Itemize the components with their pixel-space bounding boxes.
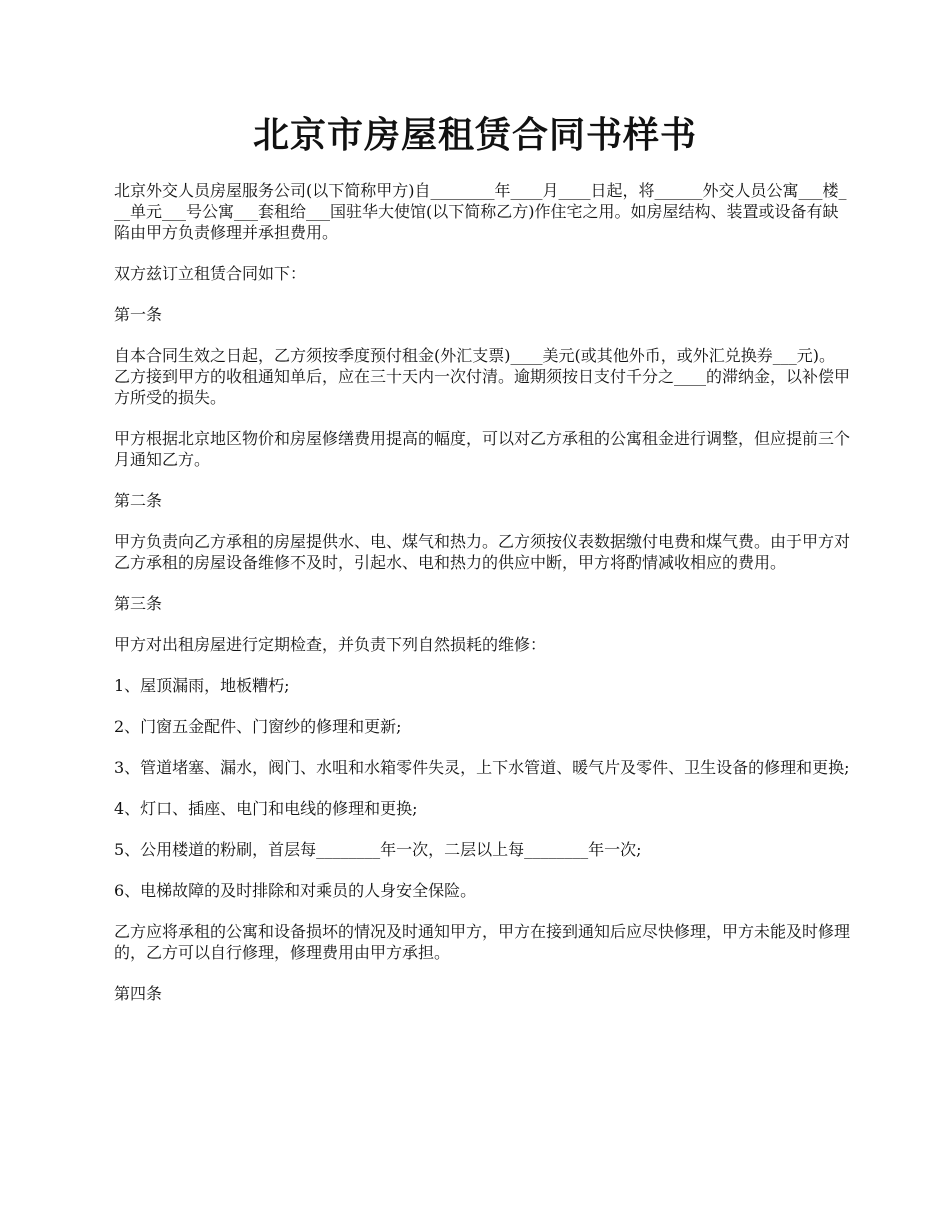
list-item-5: 5、公用楼道的粉刷，首层每________年一次，二层以上每________年一次; (114, 840, 642, 859)
list-item-1: 1、屋顶漏雨，地板糟朽; (114, 676, 290, 695)
article-heading-3: 第三条 (114, 594, 163, 613)
paragraph-inspection: 甲方对出租房屋进行定期检查，并负责下列自然损耗的维修： (114, 635, 547, 654)
paragraph-utilities: 甲方负责向乙方承租的房屋提供水、电、煤气和热力。乙方须按仪表数据缴付电费和煤气费。由于甲方对乙方承租的房屋设备维修不及时，引起水、电和热力的供应中断，甲方将酌情减收相应的费用。 (114, 532, 851, 572)
article-heading-2: 第二条 (114, 491, 163, 510)
paragraph-rent-payment: 自本合同生效之日起，乙方须按季度预付租金(外汇支票)____美元(或其他外币，或外汇兑换券___元)。乙方接到甲方的收租通知单后，应在三十天内一次付清。逾期须按日支付千分之____的滞纳金，以补偿甲方所受的损失。 (114, 346, 851, 407)
article-heading-1: 第一条 (114, 305, 163, 324)
paragraph-agreement: 双方兹订立租赁合同如下： (114, 264, 307, 283)
paragraph-damage-notice: 乙方应将承租的公寓和设备损坏的情况及时通知甲方，甲方在接到通知后应尽快修理，甲方未能及时修理的，乙方可以自行修理，修理费用由甲方承担。 (114, 922, 851, 962)
paragraph-rent-adjustment: 甲方根据北京地区物价和房屋修缮费用提高的幅度，可以对乙方承租的公寓租金进行调整，但应提前三个月通知乙方。 (114, 429, 851, 469)
list-item-3: 3、管道堵塞、漏水，阀门、水咀和水箱零件失灵，上下水管道、暖气片及零件、卫生设备的修理和更换; (114, 758, 850, 777)
list-item-2: 2、门窗五金配件、门窗纱的修理和更新; (114, 717, 402, 736)
list-item-6: 6、电梯故障的及时排除和对乘员的人身安全保险。 (114, 881, 477, 900)
document-body (114, 180, 850, 1024)
list-item-4: 4、灯口、插座、电门和电线的修理和更换; (114, 799, 418, 818)
paragraph-intro: 北京外交人员房屋服务公司(以下简称甲方)自________年____月____日起，将______外交人员公寓___楼___单元___号公寓___套租给___国驻华大使馆(以下简称乙方)作住宅之用。如房屋结构、装置或设备有缺陷由甲方负责修理并承担费用。 (114, 181, 847, 242)
document-title: 北京市房屋租赁合同书样书 (252, 115, 697, 156)
article-heading-4: 第四条 (114, 984, 163, 1003)
